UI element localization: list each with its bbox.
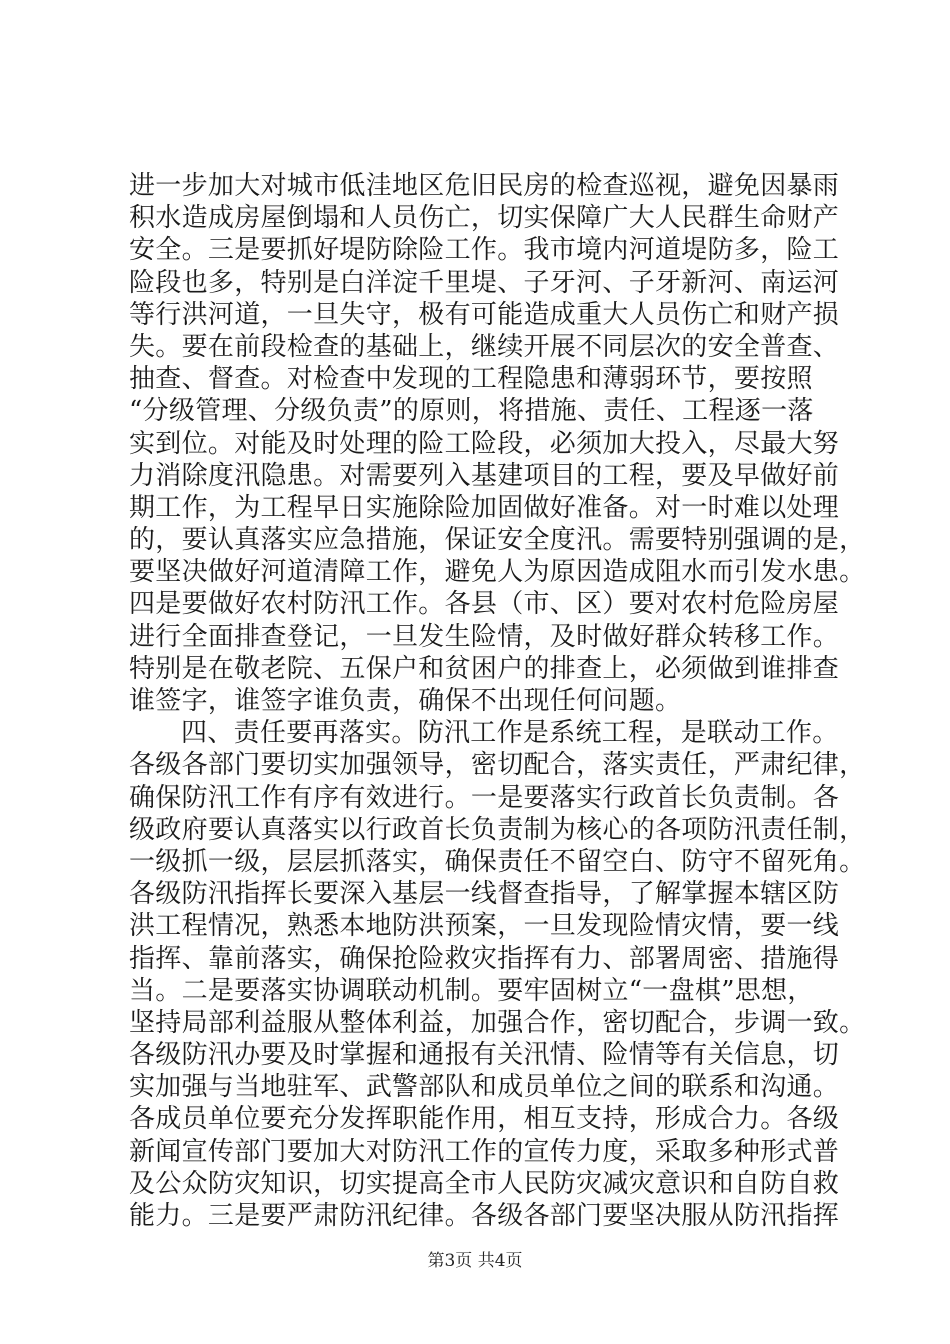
text-line: 要坚决做好河道清障工作，避免人为原因造成阻水而引发水患。 — [129, 557, 866, 588]
text-line: 各级防汛指挥长要深入基层一线督查指导，了解掌握本辖区防 — [129, 879, 840, 910]
text-line: 的，要认真落实应急措施，保证安全度汛。需要特别强调的是， — [129, 525, 866, 556]
text-line: 各级防汛办要及时掌握和通报有关汛情、险情等有关信息，切 — [129, 1040, 840, 1071]
text-line: “分级管理、分级负责”的原则，将措施、责任、工程逐一落 — [129, 396, 814, 427]
text-line: 抽查、督查。对检查中发现的工程隐患和薄弱环节，要按照 — [129, 364, 813, 395]
text-line: 级政府要认真落实以行政首长负责制为核心的各项防汛责任制， — [129, 814, 866, 845]
text-line: 特别是在敬老院、五保户和贫困户的排查上，必须做到谁排查 — [129, 653, 840, 684]
text-line: 期工作，为工程早日实施除险加固做好准备。对一时难以处理 — [129, 492, 840, 523]
text-line: 能力。三是要严肃防汛纪律。各级各部门要坚决服从防汛指挥 — [129, 1201, 840, 1231]
text-line: 实到位。对能及时处理的险工险段，必须加大投入，尽最大努 — [129, 428, 840, 459]
text-line: 实加强与当地驻军、武警部队和成员单位之间的联系和沟通。 — [129, 1072, 840, 1103]
section-heading-line: 四、责任要再落实。防汛工作是系统工程，是联动工作。 — [181, 718, 839, 749]
text-line: 安全。三是要抓好堤防除险工作。我市境内河道堤防多，险工 — [129, 235, 840, 266]
text-line: 坚持局部利益服从整体利益，加强合作，密切配合，步调一致。 — [129, 1007, 866, 1038]
text-line: 各级各部门要切实加强领导，密切配合，落实责任，严肃纪律， — [129, 750, 866, 781]
text-line: 洪工程情况，熟悉本地防洪预案，一旦发现险情灾情，要一线 — [129, 911, 840, 942]
body-text — [129, 170, 866, 1232]
text-line: 一级抓一级，层层抓落实，确保责任不留空白、防守不留死角。 — [129, 846, 866, 877]
text-line: 各成员单位要充分发挥职能作用，相互支持，形成合力。各级 — [129, 1104, 840, 1135]
text-line: 谁签字，谁签字谁负责，确保不出现任何问题。 — [129, 686, 682, 716]
text-line: 等行洪河道，一旦失守，极有可能造成重大人员伤亡和财产损 — [129, 299, 840, 330]
text-line: 及公众防灾知识，切实提高全市人民防灾减灾意识和自防自救 — [129, 1168, 840, 1199]
text-line: 指挥、靠前落实，确保抢险救灾指挥有力、部署周密、措施得 — [129, 943, 840, 974]
text-line: 确保防汛工作有序有效进行。一是要落实行政首长负责制。各 — [129, 782, 840, 813]
text-line: 险段也多，特别是白洋淀千里堤、子牙河、子牙新河、南运河 — [129, 267, 840, 298]
text-line: 进一步加大对城市低洼地区危旧民房的检查巡视，避免因暴雨 — [129, 171, 840, 201]
text-line: 新闻宣传部门要加大对防汛工作的宣传力度，采取多种形式普 — [129, 1136, 840, 1167]
text-line: 积水造成房屋倒塌和人员伤亡，切实保障广大人民群生命财产 — [129, 203, 840, 234]
page-number-footer: 第3页 共4页 — [427, 1251, 523, 1271]
text-line: 力消除度汛隐患。对需要列入基建项目的工程，要及早做好前 — [129, 460, 840, 491]
text-line: 四是要做好农村防汛工作。各县（市、区）要对农村危险房屋 — [129, 589, 840, 620]
text-line: 失。要在前段检查的基础上，继续开展不同层次的安全普查、 — [129, 331, 840, 362]
text-line: 进行全面排查登记，一旦发生险情，及时做好群众转移工作。 — [129, 621, 840, 652]
text-line: 当。二是要落实协调联动机制。要牢固树立“一盘棋”思想， — [129, 975, 814, 1006]
